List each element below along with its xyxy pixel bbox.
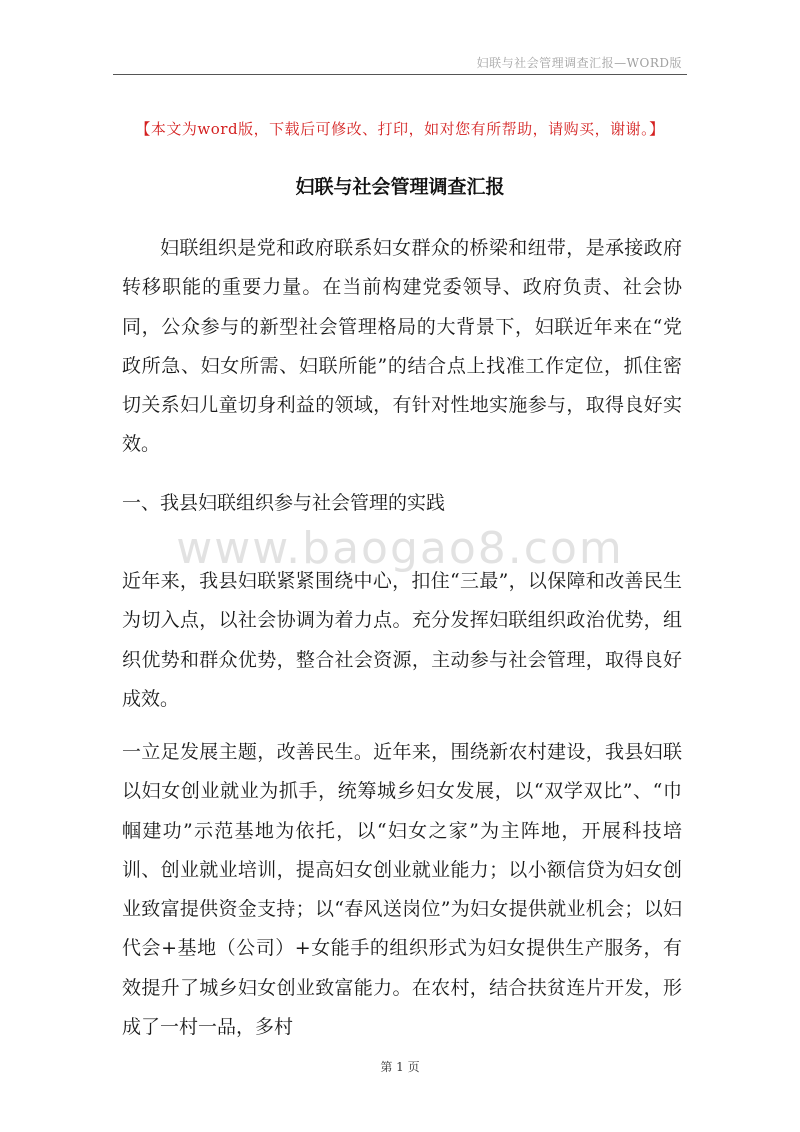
page-number: 第 1 页 xyxy=(380,1060,420,1074)
header-divider xyxy=(113,74,687,75)
running-header: 妇联与社会管理调查汇报—WORD版 xyxy=(476,56,682,70)
document-title: 妇联与社会管理调查汇报 xyxy=(295,176,505,198)
section-heading: 一、我县妇联组织参与社会管理的实践 xyxy=(122,492,446,514)
download-notice: 【本文为word版，下载后可修改、打印，如对您有所帮助，请购买，谢谢。】 xyxy=(135,120,665,138)
paragraph-intro: 妇联组织是党和政府联系妇女群众的桥梁和纽带，是承接政府转移职能的重要力量。在当前构建党委领导、政府负责、社会协同，公众参与的新型社会管理格局的大背景下，妇联近年来在“党政所急、妇女所需、妇联所能”的结合点上找准工作定位，抓住密切关系妇儿童切身利益的领域，有针对性地实施参与，取得良好实效。 xyxy=(122,237,682,456)
paragraph-development: 一立足发展主题，改善民生。近年来，围绕新农村建设，我县妇联以妇女创业就业为抓手，统筹城乡妇女发展，以“双学双比”、“巾帼建功”示范基地为依托，以“妇女之家”为主阵地，开展科技培训、创业就业培训，提高妇女创业就业能力；以小额信贷为妇女创业致富提供资金支持；以“春风送岗位”为妇女提供就业机会；以妇代会+基地（公司）+女能手的组织形式为妇女提供生产服务，有效提升了城乡妇女创业致富能力。在农村，结合扶贫连片开发，形成了一村一品，多村 xyxy=(122,741,682,1039)
paragraph-practice: 近年来，我县妇联紧紧围绕中心，扣住“三最”，以保障和改善民生为切入点，以社会协调为着力点。充分发挥妇联组织政治优势，组织优势和群众优势，整合社会资源，主动参与社会管理，取得良好成效。 xyxy=(122,570,682,710)
watermark-text: www.baogao8.com xyxy=(176,523,624,574)
